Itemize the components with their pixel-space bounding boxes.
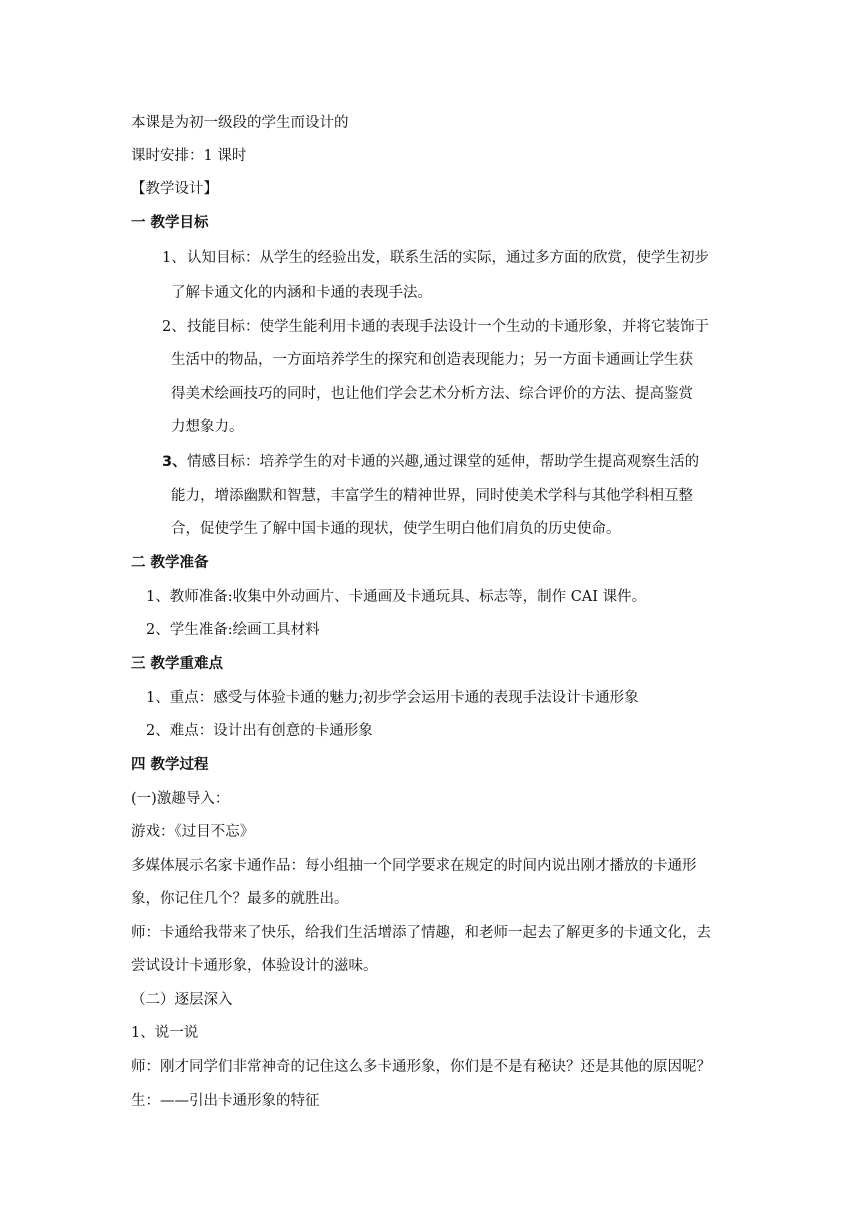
process-line: 师：刚才同学们非常神奇的记住这么多卡通形象，你们是不是有秘诀？还是其他的原因呢？ xyxy=(131,1059,711,1075)
objective-2-line-4: 力想象力。 xyxy=(171,419,244,435)
process-line: 尝试设计卡通形象，体验设计的滋味。 xyxy=(131,958,378,974)
key-point: 1、重点：感受与体验卡通的魅力;初步学会运用卡通的表现手法设计卡通形象 xyxy=(146,690,639,706)
process-line: (一)激趣导入： xyxy=(131,791,230,807)
section-heading-process: 四 教学过程 xyxy=(131,757,209,773)
objective-3-number: 3、 xyxy=(162,454,187,470)
section-heading-objectives: 一 教学目标 xyxy=(131,215,209,231)
objective-3-line-3: 合，促使学生了解中国卡通的现状，使学生明白他们肩负的历史使命。 xyxy=(171,521,621,537)
process-line: 象，你记住几个？最多的就胜出。 xyxy=(131,891,349,907)
objective-3-line-2: 能力，增添幽默和智慧，丰富学生的精神世界，同时使美术学科与其他学科相互整 xyxy=(171,488,693,504)
objective-2-line-1: 技能目标：使学生能利用卡通的表现手法设计一个生动的卡通形象，并将它装饰于 xyxy=(187,319,709,335)
design-heading: 【教学设计】 xyxy=(131,181,218,197)
process-line: 1、说一说 xyxy=(131,1025,199,1041)
process-line: （二）逐层深入 xyxy=(131,992,233,1008)
objective-2-line-3: 得美术绘画技巧的同时，也让他们学会艺术分析方法、综合评价的方法、提高鉴赏 xyxy=(171,386,693,402)
objective-1-line-2: 了解卡通文化的内涵和卡通的表现手法。 xyxy=(171,285,432,301)
process-line: 生：——引出卡通形象的特征 xyxy=(131,1093,320,1109)
objective-1-line-1: 认知目标：从学生的经验出发，联系生活的实际，通过多方面的欣赏，使学生初步 xyxy=(187,250,709,266)
schedule-line: 课时安排：1 课时 xyxy=(131,148,247,164)
preparation-student: 2、学生准备:绘画工具材料 xyxy=(146,622,320,638)
process-line: 游戏：《过目不忘》 xyxy=(131,824,255,840)
preparation-teacher: 1、教师准备:收集中外动画片、卡通画及卡通玩具、标志等，制作 CAI 课件。 xyxy=(146,589,647,605)
objective-3-line-1: 情感目标：培养学生的对卡通的兴趣,通过课堂的延伸，帮助学生提高观察生活的 xyxy=(187,454,700,470)
difficult-point: 2、难点：设计出有创意的卡通形象 xyxy=(146,723,373,739)
objective-2-number: 2、 xyxy=(162,319,186,335)
objective-1-number: 1、 xyxy=(162,250,186,266)
objective-2-line-2: 生活中的物品，一方面培养学生的探究和创造表现能力；另一方面卡通画让学生获 xyxy=(171,352,693,368)
process-line: 多媒体展示名家卡通作品：每小组抽一个同学要求在规定的时间内说出刚才播放的卡通形 xyxy=(131,858,697,874)
audience-line: 本课是为初一级段的学生而设计的 xyxy=(131,115,349,131)
section-heading-preparation: 二 教学准备 xyxy=(131,555,209,571)
section-heading-key-points: 三 教学重难点 xyxy=(131,656,224,672)
process-line: 师：卡通给我带来了快乐，给我们生活增添了情趣，和老师一起去了解更多的卡通文化，去 xyxy=(131,925,711,941)
